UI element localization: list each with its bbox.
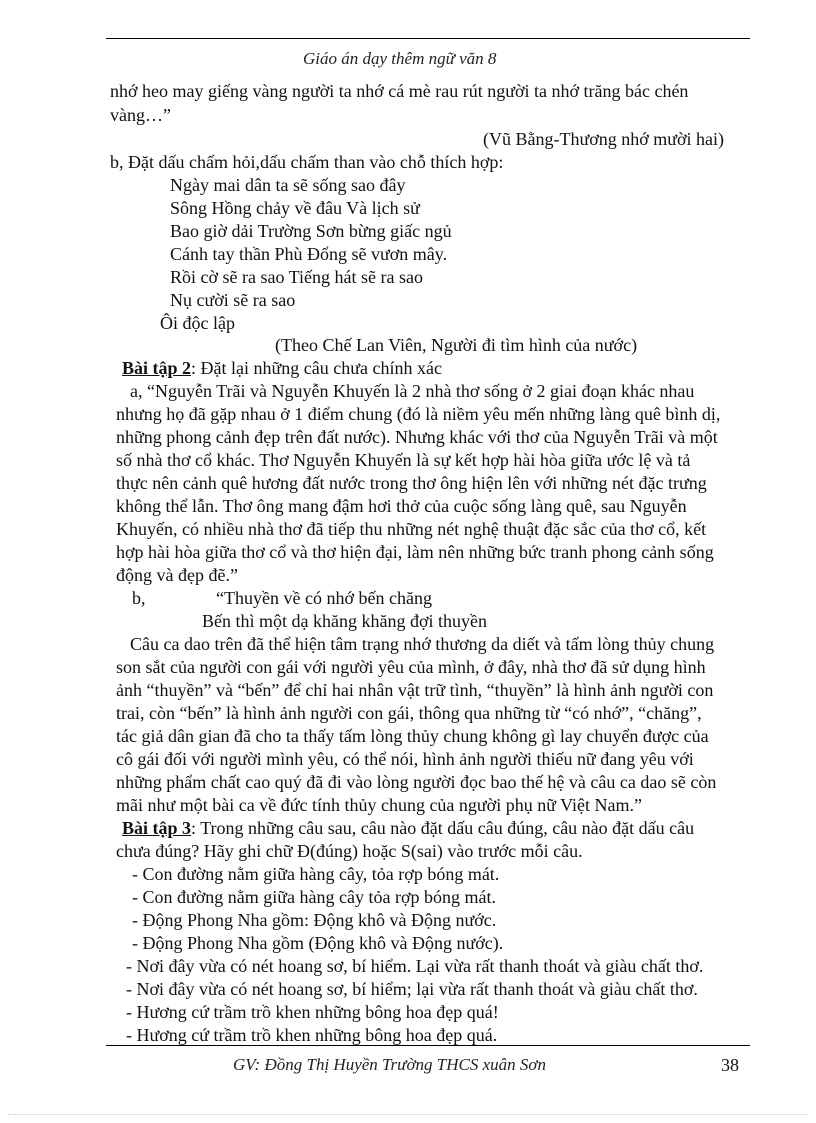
exercise-3-item: - Con đường nằm giữa hàng cây, tỏa rợp bóng mát. bbox=[132, 864, 500, 884]
quote-source: (Vũ Bằng-Thương nhớ mười hai) bbox=[483, 129, 725, 149]
exercise-2-heading bbox=[122, 357, 442, 379]
footer-author: GV: Đồng Thị Huyền Trường THCS xuân Sơn bbox=[233, 1055, 546, 1074]
exercise-2-text: : Đặt lại những câu chưa chính xác bbox=[191, 358, 442, 378]
exercise-3-label: Bài tập 3 bbox=[122, 818, 192, 838]
exercise-2a-line: thực nên cảnh quê hương đất nước trong thơ ông hiện lên với những nét đặc trưng bbox=[116, 473, 707, 493]
exercise-2b-line: cô gái đối với người mình yêu, có thể nói, hình ảnh người thiếu nữ đang yêu với bbox=[116, 749, 694, 769]
exercise-2a-line: những phong cảnh đẹp trên đất nước). Nhưng khác với thơ của Nguyễn Trãi và một bbox=[116, 427, 718, 447]
exercise-3-item: - Động Phong Nha gồm: Động khô và Động nước. bbox=[132, 910, 497, 930]
exercise-2b-line: Câu ca dao trên đã thể hiện tâm trạng nhớ thương da diết và tấm lòng thủy chung bbox=[130, 634, 715, 654]
exercise-3-text-2: chưa đúng? Hãy ghi chữ Đ(đúng) hoặc S(sai) vào trước mỗi câu. bbox=[116, 841, 583, 861]
exercise-2b-label: b, bbox=[132, 588, 146, 608]
exercise-2a-line: động và đẹp đẽ.” bbox=[116, 565, 238, 585]
exercise-2b-verse: “Thuyền về có nhớ bến chăng bbox=[216, 588, 432, 608]
exercise-3-heading bbox=[122, 817, 694, 839]
exercise-2b-line: ảnh “thuyền” và “bến” để chỉ hai nhân vật trữ tình, “thuyền” là hình ảnh người con bbox=[116, 680, 714, 700]
poem-line: Cánh tay thần Phù Đổng sẽ vươn mây. bbox=[170, 244, 448, 264]
page-edge-divider bbox=[8, 1114, 808, 1115]
exercise-3-item: - Con đường nằm giữa hàng cây tỏa rợp bóng mát. bbox=[132, 887, 496, 907]
poem-line: Nụ cười sẽ ra sao bbox=[170, 290, 296, 310]
poem-line: Sông Hồng chảy về đâu Và lịch sử bbox=[170, 198, 420, 218]
quote-end-line-2: vàng…” bbox=[110, 105, 171, 125]
exercise-2b-verse: Bến thì một dạ khăng khăng đợi thuyền bbox=[202, 611, 487, 631]
exercise-3-item: - Hương cứ trầm trồ khen những bông hoa đẹp quá. bbox=[126, 1025, 498, 1045]
poem-line: Ôi độc lập bbox=[160, 313, 235, 333]
poem-line: Rồi cờ sẽ ra sao Tiếng hát sẽ ra sao bbox=[170, 267, 423, 287]
exercise-3-text: : Trong những câu sau, câu nào đặt dấu câu đúng, câu nào đặt dấu câu bbox=[191, 818, 695, 838]
header-rule bbox=[106, 38, 750, 39]
exercise-3-item: - Nơi đây vừa có nét hoang sơ, bí hiểm; lại vừa rất thanh thoát và giàu chất thơ. bbox=[126, 979, 698, 999]
exercise-2b-line: mãi như một bài ca về đức tính thủy chung của người phụ nữ Việt Nam.” bbox=[116, 795, 643, 815]
page-header-title: Giáo án dạy thêm ngữ văn 8 bbox=[303, 49, 497, 68]
poem-source: (Theo Chế Lan Viên, Người đi tìm hình của nước) bbox=[275, 335, 638, 355]
page-number: 38 bbox=[721, 1055, 739, 1075]
exercise-2a-line: không thể lẫn. Thơ ông mang đậm hơi thở của cuộc sống làng quê, sau Nguyễn bbox=[116, 496, 687, 516]
exercise-2a-line: nhưng họ đã gặp nhau ở 1 điểm chung (đó là niềm yêu mến những làng quê bình dị, bbox=[116, 404, 721, 424]
exercise-2b-line: tác giả dân gian đã cho ta thấy tấm lòng thủy chung không gì lay chuyển được của bbox=[116, 726, 709, 746]
poem-line: Bao giờ dải Trường Sơn bừng giấc ngủ bbox=[170, 221, 452, 241]
exercise-3-item: - Nơi đây vừa có nét hoang sơ, bí hiểm. Lại vừa rất thanh thoát và giàu chất thơ. bbox=[126, 956, 704, 976]
exercise-2b-line: những phẩm chất cao quý đã đi vào lòng người đọc bao thế hệ và câu ca dao sẽ còn bbox=[116, 772, 717, 792]
exercise-2a-line: hợp hài hòa giữa thơ cổ và thơ hiện đại, làm nên những bức tranh phong cảnh sống bbox=[116, 542, 714, 562]
quote-end-line-1: nhớ heo may giếng vàng người ta nhớ cá mè rau rút người ta nhớ trăng bác chén bbox=[110, 81, 689, 101]
exercise-2b-line: son sắt của người con gái với người yêu của mình, ở đây, nhà thơ đã sử dụng hình bbox=[116, 657, 706, 677]
poem-line: Ngày mai dân ta sẽ sống sao đây bbox=[170, 175, 406, 195]
exercise-3-item: - Động Phong Nha gồm (Động khô và Động nước). bbox=[132, 933, 504, 953]
exercise-2a-line: số nhà thơ cổ khác. Thơ Nguyễn Khuyến là sự kết hợp hài hòa giữa ước lệ và tả bbox=[116, 450, 691, 470]
task-b-intro: b, Đặt dấu chấm hỏi,dấu chấm than vào chỗ thích hợp: bbox=[110, 152, 504, 172]
exercise-2a-line: Khuyến, có nhiều nhà thơ đã tiếp thu những nét nghệ thuật đặc sắc của thơ cổ, kết bbox=[116, 519, 707, 539]
exercise-2b-line: trai, còn “bến” là hình ảnh người con gái, thông qua những từ “có nhớ”, “chăng”, bbox=[116, 703, 702, 723]
footer-rule bbox=[106, 1045, 750, 1046]
exercise-2-label: Bài tập 2 bbox=[122, 358, 192, 378]
exercise-2a-line: a, “Nguyễn Trãi và Nguyễn Khuyến là 2 nhà thơ sống ở 2 giai đoạn khác nhau bbox=[130, 381, 695, 401]
exercise-3-item: - Hương cứ trầm trồ khen những bông hoa đẹp quá! bbox=[126, 1002, 499, 1022]
